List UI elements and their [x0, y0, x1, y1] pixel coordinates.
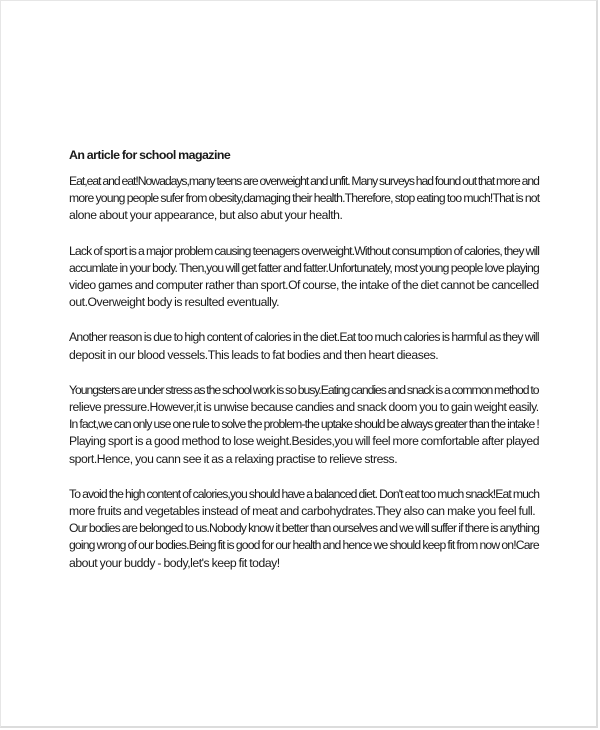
text-line: more fruits and vegetables instead of meat and carbohydrates.They also can make you feel full.	[69, 504, 536, 519]
text-line: alone about your appearance, but also abut your health.	[69, 208, 343, 223]
paragraph-lack-of-sport	[69, 243, 539, 312]
text-line: sport.Hence, you cann see it as a relaxing practise to relieve stress.	[69, 451, 398, 466]
paragraph-intro	[69, 173, 539, 225]
text-line: In fact,we can only use one rule to solve the problem-the uptake should be always greater than the intake !	[69, 417, 539, 432]
paragraph-conclusion	[69, 486, 539, 572]
text-line: To avoid the high content of calories,you should have a balanced diet. Don't eat too much snack!Eat much	[69, 486, 540, 501]
text-line: video games and computer rather than sport.Of course, the intake of the diet cannot be cancelled	[69, 278, 539, 293]
text-line: deposit in our blood vessels.This leads to fat bodies and then heart dieases.	[69, 347, 439, 362]
text-line: more young people sufer from obesity,damaging their health.Therefore, stop eating too much!That is not	[69, 191, 540, 206]
article-title: An article for school magazine	[69, 148, 231, 162]
text-line: Our bodies are belonged to us.Nobody know it better than ourselves and we will suffer if there is anything	[69, 521, 540, 536]
text-line: Another reason is due to high content of calories in the diet.Eat too much calories is harmful as they will	[69, 330, 539, 345]
paragraph-stress	[69, 382, 539, 468]
text-line: about your buddy - body,let's keep fit today!	[69, 555, 280, 570]
text-line: out.Overweight body is resulted eventually.	[69, 295, 280, 310]
text-line: relieve pressure.However,it is unwise because candies and snack doom you to gain weight easily.	[69, 400, 539, 415]
text-line: Youngsters are under stress as the school work is so busy.Eating candies and snack is a common method to	[69, 382, 539, 397]
text-line: Playing sport is a good method to lose weight.Besides,you will feel more comfortable after played	[69, 434, 540, 449]
text-line: going wrong of our bodies.Being fit is good for our health and hence we should keep fit from now on!Care	[69, 538, 539, 553]
paragraph-calories	[69, 329, 539, 363]
article-body	[69, 148, 539, 590]
text-line: accumlate in your body. Then,you will get fatter and fatter.Unfortunately, most young people love playing	[69, 260, 540, 275]
text-line: Lack of sport is a major problem causing teenagers overweight.Without consumption of calories, they will	[69, 243, 540, 258]
text-line: Eat,eat and eat!Nowadays,many teens are overweight and unfit. Many surveys had found out that more and	[69, 174, 539, 188]
